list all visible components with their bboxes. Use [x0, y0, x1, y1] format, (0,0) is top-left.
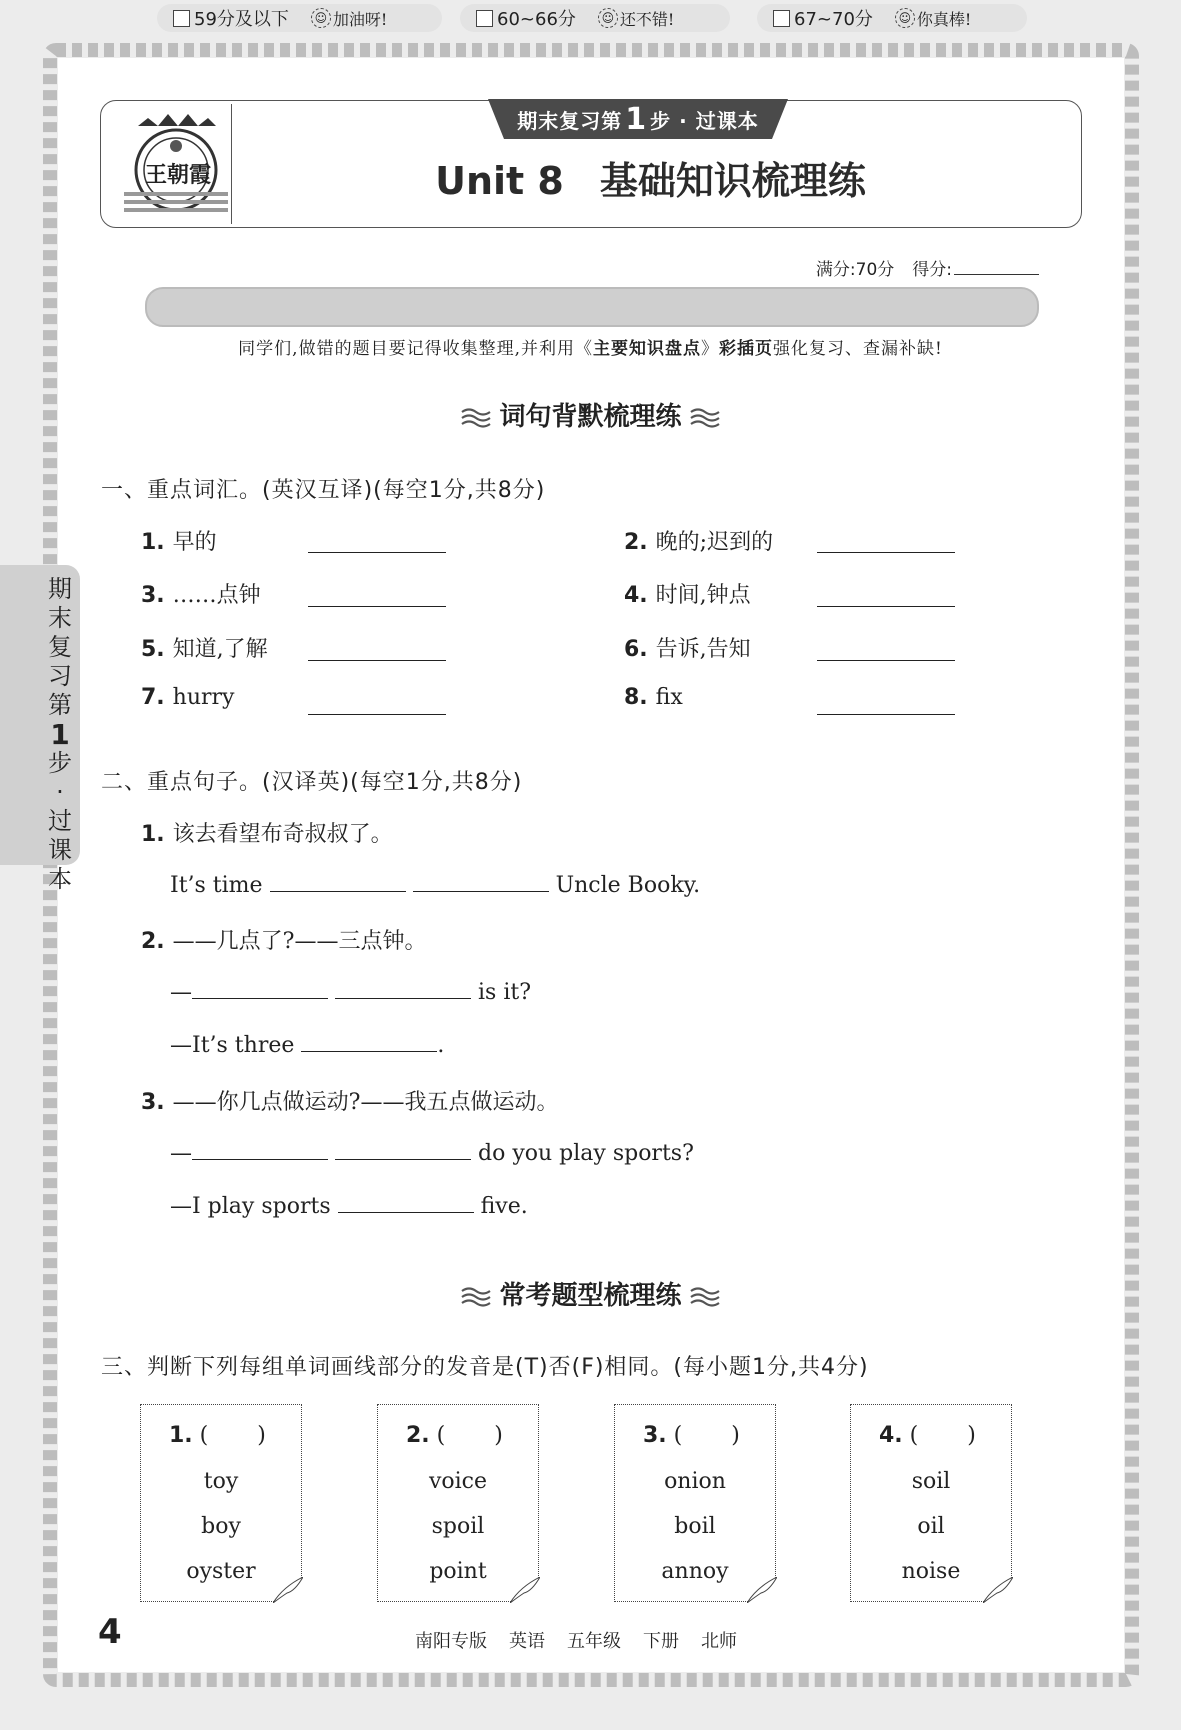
card-num-text: 1.	[169, 1423, 193, 1448]
grade-range-1: 59分及以下	[194, 9, 289, 30]
phonics-card-3	[614, 1404, 776, 1602]
grade-cheer-1: 加油呀!	[332, 9, 388, 29]
answer-blank[interactable]	[817, 714, 955, 715]
sentence-item-3-prompt	[141, 1085, 558, 1116]
answer-blank[interactable]	[413, 871, 549, 892]
side-tab-char: 第	[48, 691, 72, 719]
grade-cheer-3: 你真棒!	[916, 9, 972, 29]
grade-range-3: 67~70分	[794, 9, 873, 30]
item-number: 8.	[624, 685, 648, 710]
side-tab-step: 1	[50, 718, 70, 751]
line-text: do you play sports?	[478, 1141, 694, 1166]
footer-item: 北师	[701, 1631, 737, 1652]
grade-range-2: 60~66分	[497, 9, 576, 30]
card-word: annoy	[661, 1559, 729, 1584]
notice-part: 强化复习、查漏补缺!	[772, 339, 943, 359]
answer-blank[interactable]	[308, 660, 446, 661]
wave-right-icon	[690, 407, 720, 429]
phonics-card-1	[140, 1404, 302, 1602]
phonics-card-4	[850, 1404, 1012, 1602]
score-line	[816, 255, 1039, 280]
notice-part: 同学们,做错的题目要记得收集整理,并利用《	[238, 339, 593, 359]
logo-text: 王朝霞	[144, 162, 211, 188]
side-tab-char: ·	[56, 778, 64, 806]
page-title	[0, 150, 1181, 205]
footer-item: 五年级	[567, 1631, 621, 1652]
card-num-text: 4.	[879, 1423, 903, 1448]
sentence-item-2-line-2	[170, 1031, 444, 1058]
card-word: soil	[911, 1469, 951, 1494]
page-curl-icon	[983, 1577, 1013, 1603]
answer-blank[interactable]	[817, 660, 955, 661]
answer-blank[interactable]	[817, 552, 955, 553]
footer	[415, 1627, 759, 1653]
sentence-item-1-prompt	[141, 817, 393, 848]
page-curl-icon	[747, 1577, 777, 1603]
card-num-text: 2.	[406, 1423, 430, 1448]
item-text: 时间,钟点	[655, 583, 751, 608]
item-number: 3.	[141, 1090, 165, 1115]
vocab-item-6	[624, 632, 751, 663]
item-text: fix	[655, 685, 683, 710]
item-number: 3.	[141, 583, 165, 608]
section-title: 词句背默梳理练	[499, 402, 682, 432]
card-word: point	[429, 1559, 487, 1584]
wave-left-icon	[461, 407, 491, 429]
section-heading-1	[0, 396, 1181, 433]
smile-face-icon: ☺	[598, 8, 618, 28]
item-number: 4.	[624, 583, 648, 608]
footer-item: 英语	[509, 1631, 545, 1652]
item-number: 5.	[141, 637, 165, 662]
wave-right-icon	[690, 1286, 720, 1308]
header-tab	[488, 99, 788, 139]
grade-cheer-2: 还不错!	[619, 9, 675, 29]
grade-checkbox-1[interactable]	[173, 10, 190, 27]
card-number[interactable]: 3. ( )	[643, 1423, 740, 1448]
item-number: 6.	[624, 637, 648, 662]
unit-label: Unit 8	[435, 159, 564, 203]
line-text: —	[170, 980, 192, 1005]
notice-bold: 彩插页	[718, 339, 773, 359]
sentence-item-2-line-1	[170, 978, 531, 1005]
header-tab-prefix: 期末复习第	[517, 108, 623, 133]
card-number[interactable]: 2. ( )	[406, 1423, 503, 1448]
footer-item: 下册	[643, 1631, 679, 1652]
answer-blank[interactable]	[192, 978, 328, 999]
answer-blank[interactable]	[308, 552, 446, 553]
line-text: —I play sports	[170, 1194, 331, 1219]
grade-segment-3	[757, 4, 1027, 32]
page-curl-icon	[273, 1577, 303, 1603]
smile-face-icon: ☺	[895, 8, 915, 28]
grade-segment-1	[157, 4, 442, 32]
page-number: 4	[98, 1612, 122, 1652]
header-tab-suffix: 步 · 过课本	[650, 108, 759, 133]
notice-bold: 主要知识盘点	[592, 339, 701, 359]
sentence-item-3-line-2	[170, 1192, 528, 1219]
line-text: five.	[480, 1194, 528, 1219]
section-heading-2	[0, 1275, 1181, 1312]
notice-part: 》	[700, 339, 719, 359]
side-tab-char: 课	[48, 836, 72, 864]
card-word: noise	[901, 1559, 961, 1584]
line-text: —	[170, 1141, 192, 1166]
notice-text	[0, 334, 1181, 359]
item-text: 告诉,告知	[655, 637, 751, 662]
answer-blank[interactable]	[335, 978, 471, 999]
item-prompt: ——你几点做运动?——我五点做运动。	[172, 1090, 559, 1115]
vocab-item-2	[624, 525, 773, 556]
card-number[interactable]: 1. ( )	[169, 1423, 266, 1448]
item-number: 2.	[624, 530, 648, 555]
side-tab-char: 本	[48, 865, 72, 893]
item-text: hurry	[172, 685, 235, 710]
answer-blank[interactable]	[192, 1139, 328, 1160]
item-number: 7.	[141, 685, 165, 710]
card-word: boil	[674, 1514, 716, 1539]
line-text: —It’s three	[170, 1033, 295, 1058]
section-title: 常考题型梳理练	[499, 1281, 682, 1311]
line-text: is it?	[478, 980, 531, 1005]
score-blank[interactable]	[954, 274, 1039, 275]
card-word: oil	[917, 1514, 945, 1539]
question-1-heading: 一、重点词汇。(英汉互译)(每空1分,共8分)	[101, 478, 546, 503]
full-score-label: 满分:70分	[815, 260, 895, 280]
page-curl-icon	[510, 1577, 540, 1603]
grade-checkbox-3[interactable]	[773, 10, 790, 27]
smile-face-icon: ☺	[311, 8, 331, 28]
answer-blank[interactable]	[308, 606, 446, 607]
card-word: boy	[201, 1514, 241, 1539]
title-label: 基础知识梳理练	[599, 159, 866, 203]
answer-blank[interactable]	[301, 1031, 437, 1052]
vocab-item-3	[141, 578, 261, 609]
sentence-item-2-prompt	[141, 924, 426, 955]
answer-blank[interactable]	[817, 606, 955, 607]
footer-item: 南阳专版	[415, 1631, 487, 1652]
phonics-card-2	[377, 1404, 539, 1602]
side-tab-char: 复	[48, 633, 72, 661]
grade-bar	[145, 287, 1039, 327]
card-word: spoil	[431, 1514, 485, 1539]
line-text: Uncle Booky.	[555, 873, 701, 898]
vocab-item-8	[624, 685, 683, 710]
card-word: toy	[203, 1469, 239, 1494]
answer-blank[interactable]	[335, 1139, 471, 1160]
item-number: 1.	[141, 822, 165, 847]
card-word: onion	[664, 1469, 726, 1494]
side-tab-char: 过	[48, 807, 72, 835]
item-text: 晚的;迟到的	[655, 530, 774, 555]
item-number: 2.	[141, 929, 165, 954]
item-text: 早的	[172, 530, 217, 555]
item-prompt: 该去看望布奇叔叔了。	[172, 822, 393, 847]
item-number: 1.	[141, 530, 165, 555]
card-word: voice	[428, 1469, 488, 1494]
item-prompt: ——几点了?——三点钟。	[172, 929, 427, 954]
side-tab-char: 步	[48, 749, 72, 777]
question-2-heading: 二、重点句子。(汉译英)(每空1分,共8分)	[101, 770, 523, 795]
side-tab-char: 习	[48, 662, 72, 690]
card-num-text: 3.	[643, 1423, 667, 1448]
question-3-heading: 三、判断下列每组单词画线部分的发音是(T)否(F)相同。(每小题1分,共4分)	[101, 1355, 869, 1380]
wave-left-icon	[461, 1286, 491, 1308]
grade-segment-2	[460, 4, 730, 32]
grade-checkbox-2[interactable]	[476, 10, 493, 27]
vocab-item-1	[141, 525, 217, 556]
card-number[interactable]: 4. ( )	[879, 1423, 976, 1448]
side-tab-text	[43, 575, 77, 894]
side-tab-char: 期	[48, 575, 72, 603]
answer-blank[interactable]	[338, 1192, 474, 1213]
vocab-item-5	[141, 632, 268, 663]
answer-blank[interactable]	[308, 714, 446, 715]
sentence-item-3-line-1	[170, 1139, 694, 1166]
item-text: 知道,了解	[172, 637, 268, 662]
item-text: ……点钟	[172, 583, 261, 608]
vocab-item-4	[624, 578, 751, 609]
line-text: It’s time	[170, 873, 263, 898]
vocab-item-7	[141, 685, 234, 710]
sentence-item-1-line	[170, 871, 700, 898]
card-word: oyster	[186, 1559, 256, 1584]
answer-blank[interactable]	[270, 871, 406, 892]
header-tab-step: 1	[625, 101, 648, 137]
score-label: 得分:	[912, 260, 952, 280]
line-text: .	[437, 1033, 445, 1058]
side-tab-char: 末	[48, 604, 72, 632]
